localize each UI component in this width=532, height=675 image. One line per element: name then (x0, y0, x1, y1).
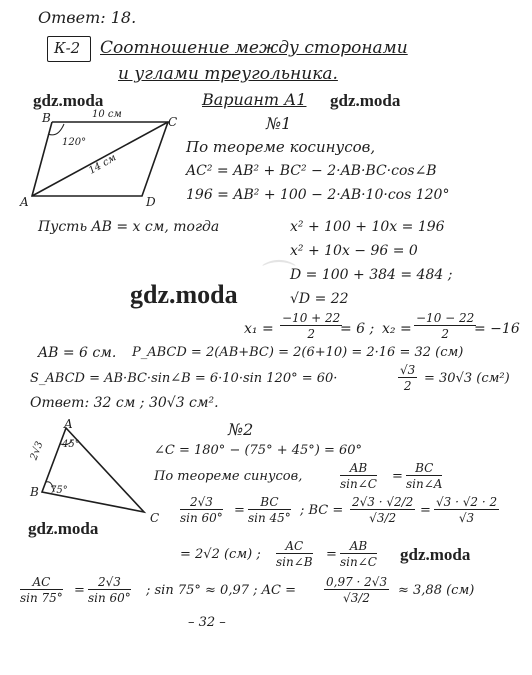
angle-a-label: 45° (62, 439, 80, 450)
diagonal-ac-label: 14 см (86, 152, 119, 177)
section-title-line1: Соотношение между сторонами (100, 38, 408, 58)
ratio-fraction-1 (180, 496, 223, 524)
problem2-number: №2 (228, 420, 254, 439)
fraction-numerator: 2√3 (180, 496, 223, 510)
root-x2-fraction (414, 312, 476, 340)
fraction-denominator: sin∠C (340, 555, 377, 569)
previous-answer: Ответ: 18. (38, 8, 137, 27)
sine-law-fraction-ab (340, 462, 377, 490)
fraction-denominator: 2 (403, 379, 412, 393)
fraction-denominator: 2 (441, 327, 449, 341)
ac-result: ≈ 3,88 (см) (398, 583, 475, 598)
problem1-line7: √D = 22 (290, 291, 349, 307)
side-bc-label: 10 см (92, 109, 122, 120)
fraction-denominator: sin∠B (276, 555, 313, 569)
fraction-denominator: sin 45° (248, 511, 291, 525)
fraction-numerator: BC (406, 462, 442, 476)
equals-sign: = (74, 583, 85, 598)
page-number: – 32 – (188, 615, 226, 630)
problem2-line2: По теореме синусов, (154, 469, 303, 484)
vertex-label-d: D (146, 195, 156, 209)
fraction-denominator: sin∠C (340, 477, 377, 491)
sine-law-fraction-bc (406, 462, 442, 490)
equals-sign: = (326, 547, 337, 562)
bc-result: = 2√2 (см) ; (180, 547, 261, 562)
angle-b-label: 120° (62, 137, 87, 148)
fraction-numerator: 2√3 · √2/2 (352, 495, 414, 509)
problem1-line4a: Пусть AB = x см, тогда (38, 219, 220, 235)
fraction-denominator: √3/2 (369, 511, 397, 525)
watermark: gdz.moda (33, 91, 104, 110)
perimeter-formula: P_ABCD = 2(AB+BC) = 2(6+10) = 2·16 = 32 (см) (132, 345, 464, 360)
root-x2-value: = −16 (474, 321, 520, 337)
area-result: = 30√3 (см²) (424, 371, 510, 386)
ratio-fraction-2 (248, 496, 291, 524)
watermark: gdz.moda (330, 91, 401, 110)
fraction-denominator: √3 (458, 511, 475, 525)
equals-sign: = (420, 503, 431, 518)
fraction-denominator: sin 60° (88, 591, 131, 605)
fraction-numerator: −10 − 22 (416, 311, 475, 325)
problem2-line1: ∠C = 180° − (75° + 45°) = 60° (154, 443, 363, 458)
problem1-number: №1 (266, 114, 292, 133)
equals-sign: = (392, 469, 403, 484)
vertex-label-a: A (64, 417, 73, 431)
variant-label: Вариант А1 (202, 90, 307, 109)
bc-label: ; BC = (300, 503, 344, 518)
section-title-line2: и углами треугольника. (118, 64, 338, 84)
problem1-line6: D = 100 + 384 = 484 ; (290, 267, 453, 283)
bc-fraction-2 (434, 496, 499, 524)
side-ab-label: 2√3 (28, 439, 46, 462)
ac-ratio-fraction (276, 540, 313, 568)
problem1-line1: По теореме косинусов, (186, 138, 376, 156)
section-code-box (47, 36, 91, 62)
root-x1-label: x₁ = (244, 321, 274, 337)
fraction-denominator: sin 75° (20, 591, 63, 605)
fraction-numerator: √3 · √2 · 2 (436, 495, 498, 509)
triangle-figure (28, 417, 158, 516)
area-formula: S_ABCD = AB·BC·sin∠B = 6·10·sin 120° = 60· (30, 371, 338, 386)
ac-sin-fraction (20, 576, 63, 604)
watermark: gdz.moda (28, 519, 99, 538)
vertex-label-b: B (30, 485, 39, 499)
bc-fraction-1 (350, 496, 415, 524)
fraction-numerator: AC (276, 540, 313, 554)
fraction-denominator: sin∠A (406, 477, 443, 491)
fraction-numerator: −10 + 22 (282, 311, 341, 325)
angle-b-label: 75° (50, 485, 68, 496)
section-code: К-2 (54, 39, 81, 57)
watermark: gdz.moda (130, 280, 238, 309)
area-fraction (398, 364, 417, 392)
root-x2-label: x₂ = (382, 321, 412, 337)
ac-value-fraction (324, 576, 389, 604)
fraction-numerator: BC (248, 496, 291, 510)
fraction-denominator: sin 60° (180, 511, 223, 525)
ab-ratio-fraction (340, 540, 377, 568)
watermark: gdz.moda (400, 545, 471, 564)
fraction-numerator: AB (340, 540, 377, 554)
sin75-approx: ; sin 75° ≈ 0,97 ; AC = (146, 583, 296, 598)
vertex-label-b: B (42, 111, 51, 125)
ab-result: AB = 6 см. (38, 345, 117, 361)
problem1-line2: AC² = AB² + BC² − 2·AB·BC·cos∠B (186, 163, 437, 179)
root-x1-value: = 6 ; (340, 321, 375, 337)
root-x1-fraction (280, 312, 342, 340)
problem1-line5: x² + 10x − 96 = 0 (290, 243, 418, 259)
problem1-line4b: x² + 100 + 10x = 196 (290, 219, 445, 235)
fraction-numerator: √3 (400, 363, 416, 377)
fraction-denominator: √3/2 (343, 591, 371, 605)
fraction-numerator: 2√3 (88, 576, 131, 590)
vertex-label-c: C (168, 115, 178, 129)
problem1-answer: Ответ: 32 см ; 30√3 см². (30, 395, 219, 411)
fraction-numerator: 0,97 · 2√3 (326, 575, 388, 589)
vertex-label-c: C (150, 511, 160, 525)
vertex-label-a: A (20, 195, 29, 209)
equals-sign: = (234, 503, 245, 518)
fraction-denominator: 2 (307, 327, 315, 341)
value-sin-fraction (88, 576, 131, 604)
background-ghost-mark: ⌒ (262, 258, 296, 298)
fraction-numerator: AC (20, 576, 63, 590)
problem1-line3: 196 = AB² + 100 − 2·AB·10·cos 120° (186, 187, 450, 203)
fraction-numerator: AB (340, 462, 377, 476)
